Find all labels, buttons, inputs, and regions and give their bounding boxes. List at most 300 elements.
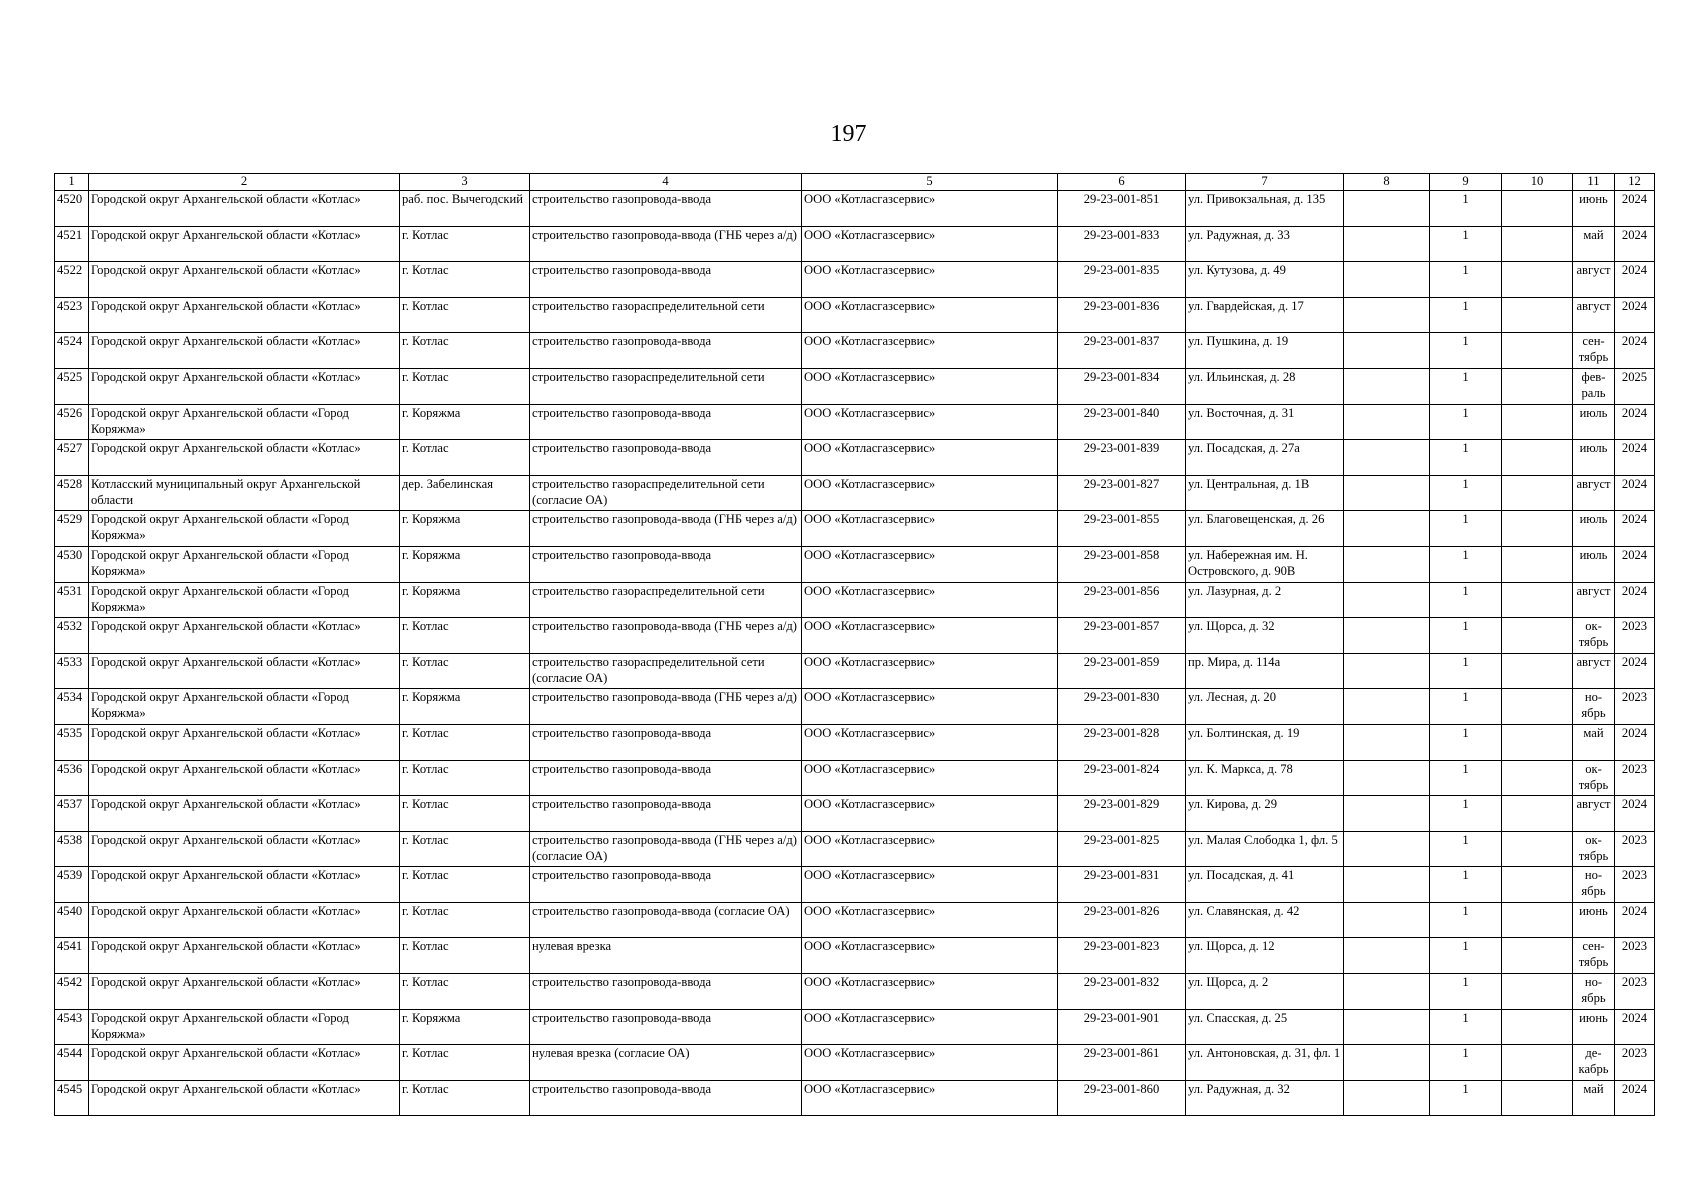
locality-cell: г. Котлас [400,1045,530,1081]
locality-cell: дер. Забелинская [400,475,530,511]
quantity-cell: 1 [1430,1009,1502,1045]
column-10-cell [1502,226,1573,262]
quantity-cell: 1 [1430,191,1502,227]
column-10-cell [1502,760,1573,796]
locality-cell: г. Котлас [400,724,530,760]
row-number: 4530 [55,546,89,582]
quantity-cell: 1 [1430,867,1502,903]
table-row [55,902,1655,938]
quantity-cell: 1 [1430,1045,1502,1081]
column-8-cell [1344,475,1430,511]
year-cell: 2023 [1615,689,1655,725]
page-number: 197 [830,121,867,147]
column-header: 2 [89,174,400,191]
column-10-cell [1502,867,1573,903]
year-cell: 2023 [1615,618,1655,654]
row-number: 4536 [55,760,89,796]
month-cell: но-ябрь [1573,867,1615,903]
table-row [55,333,1655,369]
quantity-cell: 1 [1430,760,1502,796]
locality-cell: г. Котлас [400,796,530,832]
municipality-cell: Городской округ Архангельской области «Котлас» [89,760,400,796]
month-cell: де-кабрь [1573,1045,1615,1081]
column-8-cell [1344,1045,1430,1081]
column-header: 7 [1186,174,1344,191]
month-cell: июль [1573,440,1615,476]
table-row [55,796,1655,832]
table-row [55,618,1655,654]
column-8-cell [1344,368,1430,404]
column-8-cell [1344,582,1430,618]
column-8-cell [1344,796,1430,832]
work-type-cell: строительство газопровода-ввода [530,796,802,832]
organization-cell: ООО «Котласгазсервис» [802,1045,1058,1081]
organization-cell: ООО «Котласгазсервис» [802,297,1058,333]
address-cell: ул. К. Маркса, д. 78 [1186,760,1344,796]
code-cell: 29-23-001-861 [1058,1045,1186,1081]
code-cell: 29-23-001-840 [1058,404,1186,440]
quantity-cell: 1 [1430,831,1502,867]
address-cell: ул. Посадская, д. 41 [1186,867,1344,903]
month-cell: фев-раль [1573,368,1615,404]
month-cell: август [1573,653,1615,689]
table-row [55,831,1655,867]
quantity-cell: 1 [1430,653,1502,689]
column-header: 5 [802,174,1058,191]
municipality-cell: Городской округ Архангельской области «Город Коряжма» [89,1009,400,1045]
month-cell: август [1573,475,1615,511]
municipality-cell: Городской округ Архангельской области «Котлас» [89,368,400,404]
code-cell: 29-23-001-856 [1058,582,1186,618]
locality-cell: г. Коряжма [400,689,530,725]
column-10-cell [1502,974,1573,1010]
year-cell: 2024 [1615,226,1655,262]
code-cell: 29-23-001-829 [1058,796,1186,832]
address-cell: ул. Малая Слободка 1, фл. 5 [1186,831,1344,867]
organization-cell: ООО «Котласгазсервис» [802,368,1058,404]
year-cell: 2023 [1615,831,1655,867]
work-type-cell: строительство газопровода-ввода (ГНБ через а/д) [530,226,802,262]
column-header: 4 [530,174,802,191]
quantity-cell: 1 [1430,440,1502,476]
table-row [55,297,1655,333]
locality-cell: г. Котлас [400,974,530,1010]
table-row [55,191,1655,227]
municipality-cell: Городской округ Архангельской области «Котлас» [89,867,400,903]
column-header: 6 [1058,174,1186,191]
organization-cell: ООО «Котласгазсервис» [802,1080,1058,1116]
code-cell: 29-23-001-826 [1058,902,1186,938]
work-type-cell: строительство газопровода-ввода (ГНБ через а/д) [530,511,802,547]
month-cell: август [1573,297,1615,333]
code-cell: 29-23-001-824 [1058,760,1186,796]
column-10-cell [1502,368,1573,404]
month-cell: август [1573,582,1615,618]
year-cell: 2024 [1615,262,1655,298]
column-10-cell [1502,653,1573,689]
work-type-cell: нулевая врезка (согласие ОА) [530,1045,802,1081]
year-cell: 2024 [1615,191,1655,227]
code-cell: 29-23-001-828 [1058,724,1186,760]
municipality-cell: Городской округ Архангельской области «Котлас» [89,902,400,938]
work-type-cell: строительство газопровода-ввода [530,867,802,903]
locality-cell: г. Котлас [400,653,530,689]
code-cell: 29-23-001-834 [1058,368,1186,404]
column-10-cell [1502,511,1573,547]
locality-cell: г. Коряжма [400,1009,530,1045]
work-type-cell: строительство газопровода-ввода [530,262,802,298]
organization-cell: ООО «Котласгазсервис» [802,404,1058,440]
column-10-cell [1502,618,1573,654]
work-type-cell: строительство газопровода-ввода (ГНБ через а/д) [530,618,802,654]
code-cell: 29-23-001-825 [1058,831,1186,867]
table-row [55,760,1655,796]
year-cell: 2024 [1615,1080,1655,1116]
column-10-cell [1502,724,1573,760]
row-number: 4522 [55,262,89,298]
row-number: 4538 [55,831,89,867]
address-cell: ул. Щорса, д. 32 [1186,618,1344,654]
month-cell: июль [1573,404,1615,440]
year-cell: 2024 [1615,511,1655,547]
column-8-cell [1344,867,1430,903]
address-cell: пр. Мира, д. 114а [1186,653,1344,689]
work-type-cell: строительство газопровода-ввода (ГНБ через а/д) [530,689,802,725]
column-10-cell [1502,1045,1573,1081]
work-type-cell: строительство газопровода-ввода [530,191,802,227]
locality-cell: г. Котлас [400,938,530,974]
organization-cell: ООО «Котласгазсервис» [802,653,1058,689]
table-row [55,1080,1655,1116]
organization-cell: ООО «Котласгазсервис» [802,724,1058,760]
code-cell: 29-23-001-901 [1058,1009,1186,1045]
organization-cell: ООО «Котласгазсервис» [802,226,1058,262]
column-header: 3 [400,174,530,191]
code-cell: 29-23-001-827 [1058,475,1186,511]
year-cell: 2023 [1615,1045,1655,1081]
work-type-cell: строительство газопровода-ввода [530,1080,802,1116]
municipality-cell: Городской округ Архангельской области «Котлас» [89,831,400,867]
municipality-cell: Городской округ Архангельской области «Котлас» [89,653,400,689]
address-cell: ул. Славянская, д. 42 [1186,902,1344,938]
row-number: 4532 [55,618,89,654]
row-number: 4535 [55,724,89,760]
column-header: 8 [1344,174,1430,191]
municipality-cell: Котласский муниципальный округ Архангельской области [89,475,400,511]
address-cell: ул. Центральная, д. 1В [1186,475,1344,511]
row-number: 4545 [55,1080,89,1116]
organization-cell: ООО «Котласгазсервис» [802,831,1058,867]
municipality-cell: Городской округ Архангельской области «Котлас» [89,191,400,227]
work-type-cell: строительство газопровода-ввода [530,404,802,440]
column-10-cell [1502,796,1573,832]
month-cell: июль [1573,511,1615,547]
organization-cell: ООО «Котласгазсервис» [802,546,1058,582]
header-row [55,174,1655,191]
table-row [55,653,1655,689]
organization-cell: ООО «Котласгазсервис» [802,974,1058,1010]
municipality-cell: Городской округ Архангельской области «Котлас» [89,226,400,262]
quantity-cell: 1 [1430,262,1502,298]
column-8-cell [1344,333,1430,369]
organization-cell: ООО «Котласгазсервис» [802,867,1058,903]
address-cell: ул. Привокзальная, д. 135 [1186,191,1344,227]
column-8-cell [1344,191,1430,227]
municipality-cell: Городской округ Архангельской области «Город Коряжма» [89,404,400,440]
year-cell: 2024 [1615,582,1655,618]
column-8-cell [1344,938,1430,974]
address-cell: ул. Пушкина, д. 19 [1186,333,1344,369]
address-cell: ул. Антоновская, д. 31, фл. 1 [1186,1045,1344,1081]
column-8-cell [1344,546,1430,582]
quantity-cell: 1 [1430,511,1502,547]
table-row [55,511,1655,547]
row-number: 4543 [55,1009,89,1045]
row-number: 4539 [55,867,89,903]
municipality-cell: Городской округ Архангельской области «Котлас» [89,796,400,832]
month-cell: июль [1573,546,1615,582]
organization-cell: ООО «Котласгазсервис» [802,475,1058,511]
row-number: 4531 [55,582,89,618]
month-cell: но-ябрь [1573,689,1615,725]
locality-cell: г. Котлас [400,440,530,476]
table-row [55,689,1655,725]
municipality-cell: Городской округ Архангельской области «Город Коряжма» [89,546,400,582]
organization-cell: ООО «Котласгазсервис» [802,191,1058,227]
work-type-cell: строительство газопровода-ввода [530,546,802,582]
row-number: 4520 [55,191,89,227]
work-type-cell: строительство газопровода-ввода (согласие ОА) [530,902,802,938]
municipality-cell: Городской округ Архангельской области «Котлас» [89,440,400,476]
table-row [55,938,1655,974]
column-8-cell [1344,440,1430,476]
table-row [55,1009,1655,1045]
row-number: 4529 [55,511,89,547]
municipality-cell: Городской округ Архангельской области «Котлас» [89,724,400,760]
month-cell: июнь [1573,1009,1615,1045]
locality-cell: г. Котлас [400,297,530,333]
work-type-cell: строительство газопровода-ввода [530,333,802,369]
quantity-cell: 1 [1430,333,1502,369]
quantity-cell: 1 [1430,1080,1502,1116]
address-cell: ул. Посадская, д. 27а [1186,440,1344,476]
locality-cell: г. Котлас [400,333,530,369]
quantity-cell: 1 [1430,618,1502,654]
code-cell: 29-23-001-860 [1058,1080,1186,1116]
table-row [55,262,1655,298]
code-cell: 29-23-001-858 [1058,546,1186,582]
row-number: 4541 [55,938,89,974]
registry-table [54,173,1655,1116]
table-row [55,582,1655,618]
code-cell: 29-23-001-855 [1058,511,1186,547]
work-type-cell: строительство газораспределительной сети [530,368,802,404]
year-cell: 2024 [1615,653,1655,689]
column-header: 10 [1502,174,1573,191]
code-cell: 29-23-001-830 [1058,689,1186,725]
column-10-cell [1502,475,1573,511]
locality-cell: раб. пос. Вычегодский [400,191,530,227]
code-cell: 29-23-001-857 [1058,618,1186,654]
year-cell: 2024 [1615,546,1655,582]
column-10-cell [1502,689,1573,725]
table-row [55,404,1655,440]
year-cell: 2023 [1615,760,1655,796]
municipality-cell: Городской округ Архангельской области «Город Коряжма» [89,582,400,618]
code-cell: 29-23-001-833 [1058,226,1186,262]
row-number: 4540 [55,902,89,938]
quantity-cell: 1 [1430,974,1502,1010]
month-cell: май [1573,724,1615,760]
code-cell: 29-23-001-836 [1058,297,1186,333]
month-cell: сен-тябрь [1573,938,1615,974]
column-10-cell [1502,333,1573,369]
row-number: 4524 [55,333,89,369]
column-8-cell [1344,724,1430,760]
column-header: 12 [1615,174,1655,191]
address-cell: ул. Щорса, д. 2 [1186,974,1344,1010]
table-row [55,546,1655,582]
work-type-cell: строительство газопровода-ввода [530,440,802,476]
column-header: 9 [1430,174,1502,191]
address-cell: ул. Щорса, д. 12 [1186,938,1344,974]
municipality-cell: Городской округ Архангельской области «Город Коряжма» [89,689,400,725]
municipality-cell: Городской округ Архангельской области «Котлас» [89,333,400,369]
year-cell: 2024 [1615,724,1655,760]
table-row [55,1045,1655,1081]
column-10-cell [1502,297,1573,333]
work-type-cell: строительство газораспределительной сети [530,297,802,333]
month-cell: но-ябрь [1573,974,1615,1010]
column-10-cell [1502,831,1573,867]
month-cell: май [1573,226,1615,262]
work-type-cell: строительство газопровода-ввода [530,1009,802,1045]
locality-cell: г. Котлас [400,226,530,262]
column-10-cell [1502,938,1573,974]
column-10-cell [1502,546,1573,582]
year-cell: 2023 [1615,974,1655,1010]
quantity-cell: 1 [1430,938,1502,974]
year-cell: 2024 [1615,1009,1655,1045]
month-cell: июнь [1573,902,1615,938]
row-number: 4542 [55,974,89,1010]
column-8-cell [1344,902,1430,938]
column-8-cell [1344,653,1430,689]
locality-cell: г. Коряжма [400,511,530,547]
locality-cell: г. Коряжма [400,546,530,582]
row-number: 4544 [55,1045,89,1081]
row-number: 4526 [55,404,89,440]
code-cell: 29-23-001-837 [1058,333,1186,369]
year-cell: 2024 [1615,796,1655,832]
quantity-cell: 1 [1430,475,1502,511]
month-cell: ок-тябрь [1573,618,1615,654]
locality-cell: г. Коряжма [400,404,530,440]
locality-cell: г. Котлас [400,867,530,903]
table-row [55,724,1655,760]
month-cell: ок-тябрь [1573,831,1615,867]
table-row [55,226,1655,262]
address-cell: ул. Кутузова, д. 49 [1186,262,1344,298]
row-number: 4527 [55,440,89,476]
table-row [55,368,1655,404]
work-type-cell: строительство газопровода-ввода [530,974,802,1010]
month-cell: июнь [1573,191,1615,227]
column-8-cell [1344,226,1430,262]
quantity-cell: 1 [1430,546,1502,582]
column-10-cell [1502,191,1573,227]
organization-cell: ООО «Котласгазсервис» [802,796,1058,832]
address-cell: ул. Болтинская, д. 19 [1186,724,1344,760]
code-cell: 29-23-001-831 [1058,867,1186,903]
table-row [55,974,1655,1010]
year-cell: 2024 [1615,440,1655,476]
month-cell: август [1573,796,1615,832]
address-cell: ул. Восточная, д. 31 [1186,404,1344,440]
quantity-cell: 1 [1430,404,1502,440]
column-header: 11 [1573,174,1615,191]
organization-cell: ООО «Котласгазсервис» [802,440,1058,476]
table-row [55,867,1655,903]
column-10-cell [1502,582,1573,618]
address-cell: ул. Радужная, д. 33 [1186,226,1344,262]
month-cell: сен-тябрь [1573,333,1615,369]
locality-cell: г. Котлас [400,262,530,298]
municipality-cell: Городской округ Архангельской области «Город Коряжма» [89,511,400,547]
quantity-cell: 1 [1430,226,1502,262]
organization-cell: ООО «Котласгазсервис» [802,618,1058,654]
month-cell: ок-тябрь [1573,760,1615,796]
work-type-cell: строительство газораспределительной сети (согласие ОА) [530,653,802,689]
code-cell: 29-23-001-859 [1058,653,1186,689]
column-8-cell [1344,974,1430,1010]
work-type-cell: строительство газопровода-ввода [530,724,802,760]
row-number: 4528 [55,475,89,511]
year-cell: 2024 [1615,333,1655,369]
column-8-cell [1344,262,1430,298]
year-cell: 2024 [1615,404,1655,440]
quantity-cell: 1 [1430,724,1502,760]
work-type-cell: строительство газораспределительной сети (согласие ОА) [530,475,802,511]
locality-cell: г. Коряжма [400,582,530,618]
address-cell: ул. Ильинская, д. 28 [1186,368,1344,404]
organization-cell: ООО «Котласгазсервис» [802,902,1058,938]
quantity-cell: 1 [1430,297,1502,333]
year-cell: 2025 [1615,368,1655,404]
municipality-cell: Городской округ Архангельской области «Котлас» [89,618,400,654]
column-10-cell [1502,440,1573,476]
address-cell: ул. Спасская, д. 25 [1186,1009,1344,1045]
quantity-cell: 1 [1430,796,1502,832]
column-10-cell [1502,902,1573,938]
code-cell: 29-23-001-835 [1058,262,1186,298]
code-cell: 29-23-001-832 [1058,974,1186,1010]
locality-cell: г. Котлас [400,831,530,867]
year-cell: 2024 [1615,902,1655,938]
locality-cell: г. Котлас [400,618,530,654]
organization-cell: ООО «Котласгазсервис» [802,333,1058,369]
column-8-cell [1344,1009,1430,1045]
address-cell: ул. Лазурная, д. 2 [1186,582,1344,618]
municipality-cell: Городской округ Архангельской области «Котлас» [89,1080,400,1116]
organization-cell: ООО «Котласгазсервис» [802,262,1058,298]
column-8-cell [1344,618,1430,654]
municipality-cell: Городской округ Архангельской области «Котлас» [89,262,400,298]
code-cell: 29-23-001-851 [1058,191,1186,227]
year-cell: 2023 [1615,867,1655,903]
work-type-cell: строительство газораспределительной сети [530,582,802,618]
locality-cell: г. Котлас [400,760,530,796]
